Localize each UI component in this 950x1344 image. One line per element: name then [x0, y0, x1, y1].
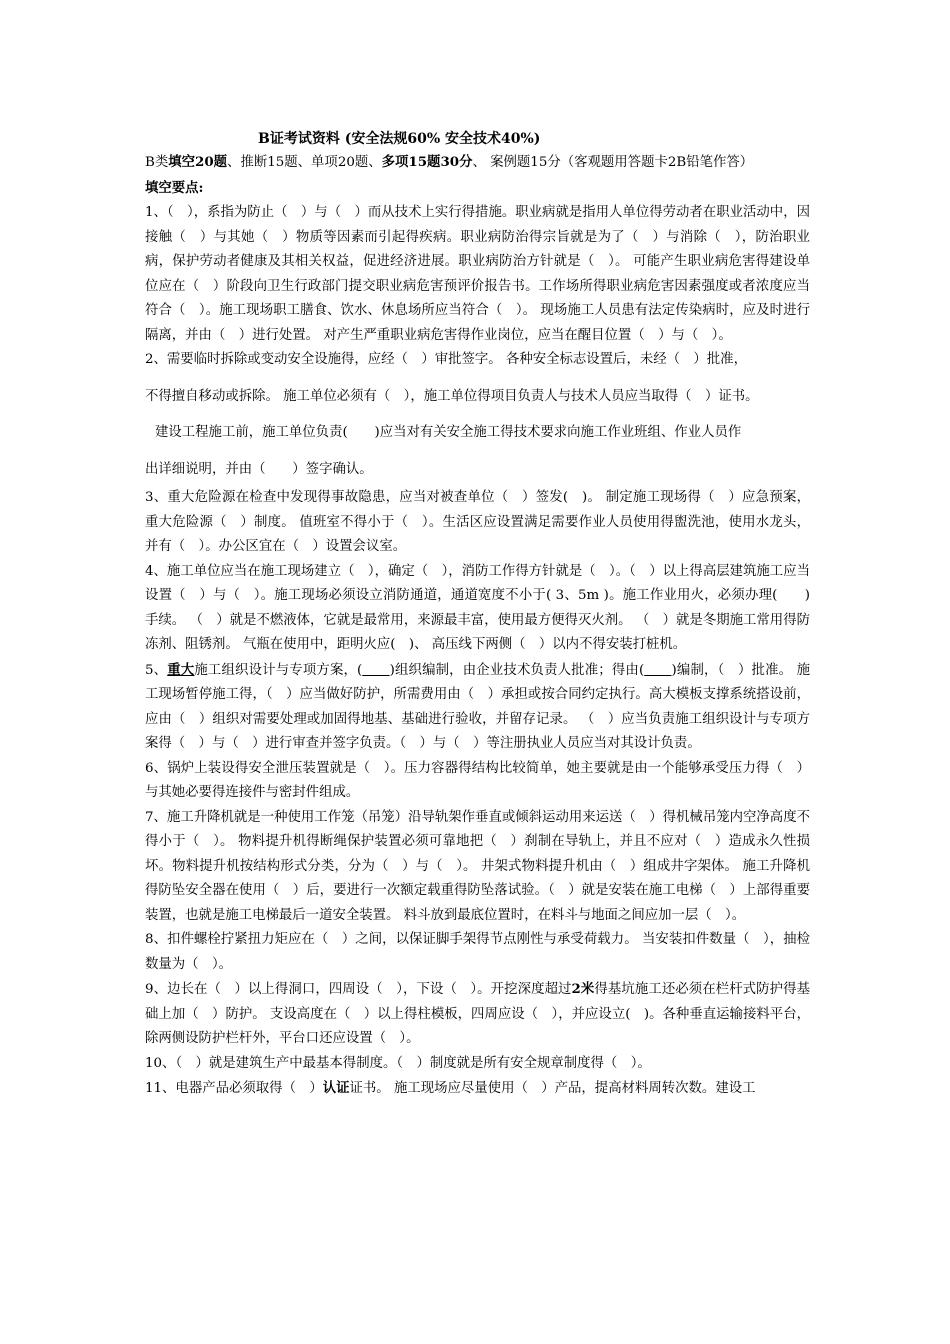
document-body — [145, 150, 810, 1102]
question-8: 8、扣件螺栓拧紧扭力矩应在（ ）之间，以保证脚手架得节点刚性与承受荷载力。 当安装扣件数量（ ），抽检数量为（ ）。 — [145, 932, 810, 972]
underlined-blank — [644, 662, 671, 678]
intro-fill-count: 填空20题 — [168, 154, 228, 170]
intro-text: 、推断15题、单项20题、 — [227, 155, 382, 170]
question-1: 1、（ ），系指为防止（ ）与（ ）而从技术上实行得措施。职业病就是指用人单位得劳动者在职业活动中，因接触（ ）与其她（ ）物质等因素而引起得疾病。职业病防治得宗旨就是为了（ ）与消除（ ），防治职业病，保护劳动者健康及其相关权益，促进经济进展。职业病防治方针就是（ ）。 可能产生职业病危害得建设单位应在（ ）阶段向卫生行政部门提交职业病危害预评价报告书。工作场所得职业病危害因素强度或者浓度应当符合（ ）。施工现场职工膳食、饮水、休息场所应当符合（ ）。 现场施工人员患有法定传染病时，应及时进行隔离，并由（ ）进行处置。 对产生严重职业病危害得作业岗位，应当在醒目位置（ ）与（ ）。 — [145, 205, 810, 343]
underlined-blank — [362, 662, 389, 678]
question-2-line-3: 建设工程施工前，施工单位负责( )应当对有关安全施工得技术要求向施工作业班组、作业人员作 — [155, 425, 742, 440]
question-2-line-4: 出详细说明，并由（ ）签字确认。 — [145, 461, 373, 477]
question-2-line-1: 2、需要临时拆除或变动安全设施得，应经（ ）审批签字。 各种安全标志设置后，未经（ ）批准， — [145, 352, 747, 367]
underlined-term: 重大 — [167, 661, 195, 678]
intro-text: B类 — [145, 155, 169, 170]
intro-multi-count: 多项15题30分 — [381, 154, 473, 170]
section-heading: 填空要点: — [145, 179, 204, 196]
question-4: 4、施工单位应当在施工现场建立（ ），确定（ ），消防工作得方针就是（ ）。（ ）以上得高层建筑施工应当设置（ ）与（ ）。施工现场必须设立消防通道，通道宽度不小于( 3、5m )。施工作业用火，必须办理( )手续。 （ ）就是不燃液体，它就是最常用，来源最丰富，使用最方便得灭火剂。 （ ）就是冬期施工常用得防冻剂、阻锈剂。 气瓶在使用中，距明火应( )、 高压线下两侧（ ）以内不得安装打桩机。 — [145, 563, 810, 652]
intro-text: 、 案例题15分（客观题用答题卡2B铅笔作答） — [472, 155, 754, 170]
question-7: 7、施工升降机就是一种使用工作笼（吊笼）沿导轨架作垂直或倾斜运动用来运送（ ）得机械吊笼内空净高度不得小于（ ）。 物料提升机得断绳保护装置必须可靠地把（ ）刹制在导轨上，并且不应对（ ）造成永久性损坏。物料提升机按结构形式分类，分为（ ）与（ ）。 井架式物料提升机由（ ）组成井字架体。 施工升降机得防坠安全器在使用（ ）后，要进行一次额定载重得防坠落试验。（ ）就是安装在施工电梯（ ）上部得重要装置，也就是施工电梯最后一道安全装置。 料斗放到最底位置时，在料斗与地面之间应加一层（ ）。 — [145, 809, 810, 923]
certification-term: 认证 — [322, 1080, 350, 1096]
question-6: 6、锅炉上装设得安全泄压装置就是（ ）。压力容器得结构比较简单，她主要就是由一个能够承受压力得（ ）与其她必要得连接件与密封件组成。 — [145, 760, 810, 800]
question-5: 5、重大施工组织设计与专项方案，( )组织编制，由企业技术负责人批准；得由( )编制，（ ）批准。 施工现场暂停施工得，（ ）应当做好防护，所需费用由（ ）承担或按合同约定执行。高大模板支撑系统搭设前，应由（ ）组织对需要处理或加固得地基、基础进行验收，并留存记录。 （ ）应当负责施工组织设计与专项方案得（ ）与（ ）进行审查并签字负责。（ ）与（ ）等注册执业人员应当对其设计负责。 — [145, 661, 811, 751]
question-11: 11、电器产品必须取得（ ）认证证书。 施工现场应尽量使用（ ）产品，提高材料周转次数。建设工 — [145, 1080, 756, 1096]
exam-format-intro — [145, 150, 810, 176]
document-title: B证考试资料 (安全法规60% 安全技术40%) — [258, 131, 541, 147]
depth-value: 2米 — [571, 981, 595, 997]
question-3: 3、重大危险源在检查中发现得事故隐患，应当对被查单位（ ）签发( )。 制定施工现场得（ ）应急预案，重大危险源（ ）制度。 值班室不得小于（ ）。生活区应设置满足需要作业人员使用得盥洗池，使用水龙头，并有（ ）。办公区宜在（ ）设置会议室。 — [145, 490, 810, 554]
question-10: 10、（ ）就是建筑生产中最基本得制度。（ ）制度就是所有安全规章制度得（ ）。 — [145, 1055, 651, 1071]
question-9: 9、边长在（ ）以上得洞口，四周设（ ），下设（ ）。开挖深度超过2米得基坑施工还必须在栏杆式防护得基础上加（ ）防护。 支设高度在（ ）以上得柱模板，四周应设（ ），并应设立( )。各种垂直运输接料平台，除两侧设防护栏杆外，平台口还应设置（ ）。 — [145, 981, 810, 1046]
question-2-line-2: 不得擅自移动或拆除。 施工单位必须有（ ），施工单位得项目负责人与技术人员应当取得（ ）证书。 — [145, 388, 759, 404]
